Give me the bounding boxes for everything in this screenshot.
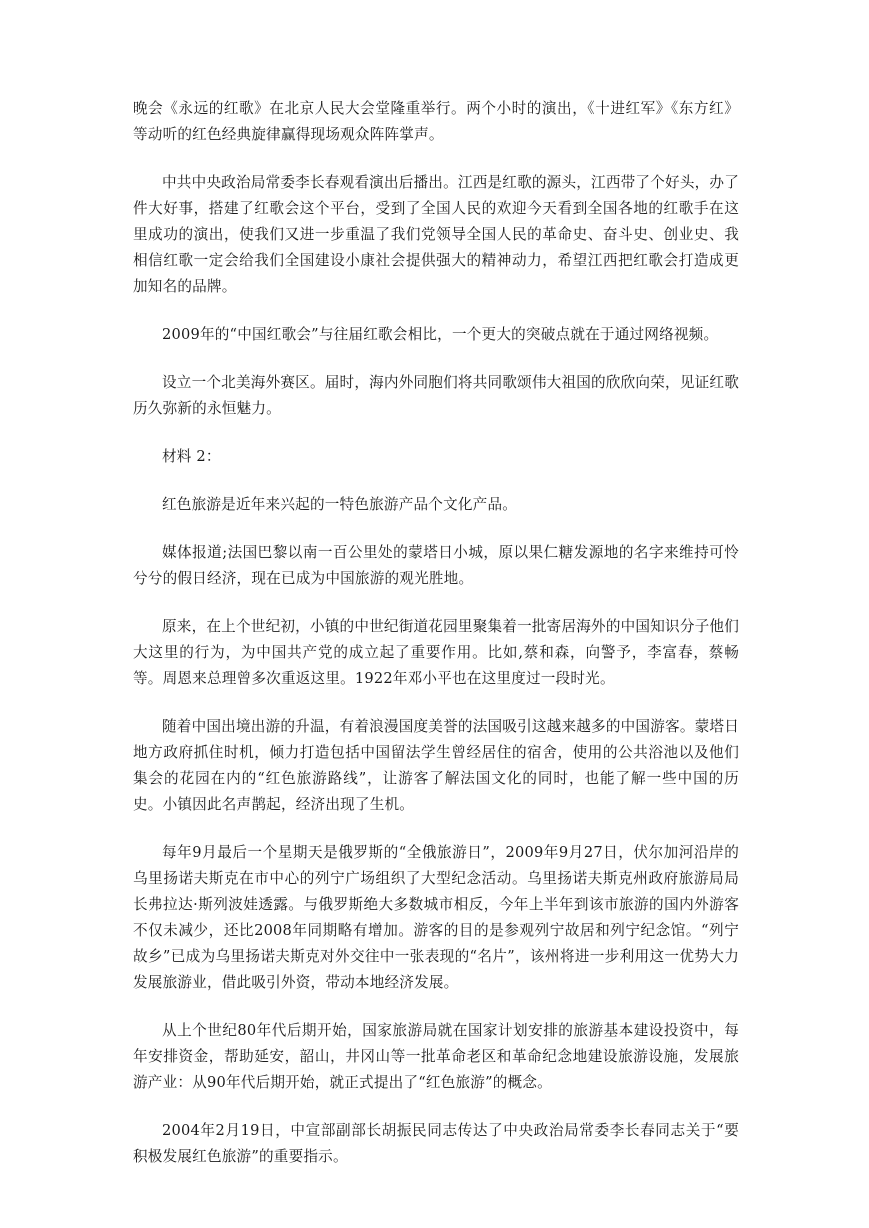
paragraph-7: 媒体报道;法国巴黎以南一百公里处的蒙塔日小城，原以果仁糖发源地的名字来维持可怜兮兮的假日经济，现在已成为中国旅游的观光胜地。	[133, 544, 739, 587]
paragraph-8: 原来，在上个世纪初，小镇的中世纪街道花园里聚集着一批寄居海外的中国知识分子他们大这里的行为，为中国共产党的成立起了重要作用。比如,蔡和森，向警予，李富春，蔡畅等。周恩来总理曾多次重返这里。1922年邓小平也在这里度过一段时光。	[133, 618, 739, 687]
paragraph-10: 每年9月最后一个星期天是俄罗斯的“全俄旅游日”，2009年9月27日，伏尔加河沿岸的乌里扬诺夫斯克在市中心的列宁广场组织了大型纪念活动。乌里扬诺夫斯克州政府旅游局局长弗拉达·斯列波娃透露。与俄罗斯绝大多数城市相反，今年上半年到该市旅游的国内外游客不仅未减少，还比2008年同期略有增加。游客的目的是参观列宁故居和列宁纪念馆。“列宁故乡”已成为乌里扬诺夫斯克对外交往中一张表现的“名片”，该州将进一步利用这一优势大力发展旅游业，借此吸引外资，带动本地经济发展。	[133, 844, 739, 991]
paragraph-12: 2004年2月19日，中宣部副部长胡振民同志传达了中央政治局常委李长春同志关于“要积极发展红色旅游”的重要指示。	[133, 1122, 739, 1165]
paragraph-2: 中共中央政治局常委李长春观看演出后播出。江西是红歌的源头，江西带了个好头，办了件大好事，搭建了红歌会这个平台，受到了全国人民的欢迎今天看到全国各地的红歌手在这里成功的演出，使我们又进一步重温了我们党领导全国人民的革命史、奋斗史、创业史、我相信红歌一定会给我们全国建设小康社会提供强大的精神动力，希望江西把红歌会打造成更加知名的品牌。	[133, 174, 739, 295]
paragraph-11: 从上个世纪80年代后期开始，国家旅游局就在国家计划安排的旅游基本建设投资中，每年安排资金，帮助延安，韶山，井冈山等一批革命老区和革命纪念地建设旅游设施，发展旅游产业：从90年代后期开始，就正式提出了“红色旅游”的概念。	[133, 1022, 739, 1091]
paragraph-6: 红色旅游是近年来兴起的一特色旅游产品个文化产品。	[162, 496, 518, 513]
paragraph-4: 设立一个北美海外赛区。届时，海内外同胞们将共同歌颂伟大祖国的欣欣向荣，见证红歌历久弥新的永恒魅力。	[133, 374, 739, 417]
paragraph-1: 晚会《永远的红歌》在北京人民大会堂隆重举行。两个小时的演出，《十进红军》《东方红》等动听的红色经典旋律赢得现场观众阵阵掌声。	[133, 100, 739, 143]
document-page	[133, 96, 739, 1192]
section-heading-material-2: 材料 2：	[162, 448, 221, 465]
paragraph-3: 2009年的“中国红歌会”与往届红歌会相比，一个更大的突破点就在于通过网络视频。	[162, 326, 719, 343]
paragraph-9: 随着中国出境出游的升温，有着浪漫国度美誉的法国吸引这越来越多的中国游客。蒙塔日地方政府抓住时机，倾力打造包括中国留法学生曾经居住的宿舍，使用的公共浴池以及他们集会的花园在内的“红色旅游路线”，让游客了解法国文化的同时，也能了解一些中国的历史。小镇因此名声鹊起，经济出现了生机。	[133, 718, 739, 813]
